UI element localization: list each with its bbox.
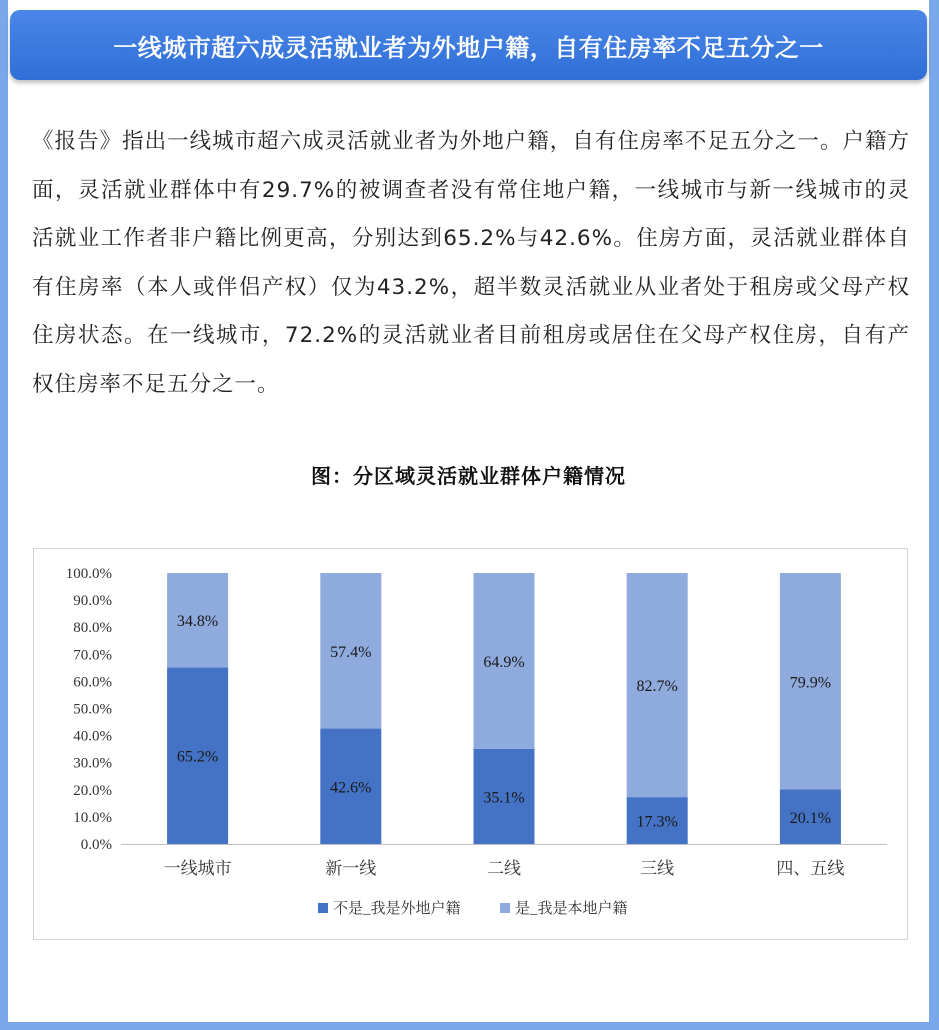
header-title: 一线城市超六成灵活就业者为外地户籍，自有住房率不足五分之一	[113, 33, 824, 62]
legend-label: 不是_我是外地户籍	[333, 901, 461, 917]
x-tick-label: 三线	[640, 859, 675, 878]
data-label: 20.1%	[789, 809, 832, 827]
header-banner	[10, 10, 927, 80]
data-label: 65.2%	[176, 748, 219, 766]
y-tick-label: 100.0%	[65, 566, 112, 582]
data-label: 34.8%	[176, 613, 219, 631]
legend-swatch	[318, 903, 328, 913]
figure-caption: 图：分区域灵活就业群体户籍情况	[311, 464, 626, 488]
legend-label: 是_我是本地户籍	[515, 901, 628, 917]
legend-swatch	[500, 903, 510, 913]
data-label: 42.6%	[330, 779, 372, 797]
y-tick-label: 40.0%	[73, 728, 112, 745]
data-label: 57.4%	[330, 643, 372, 661]
y-tick-label: 60.0%	[73, 674, 112, 691]
data-label: 17.3%	[636, 813, 678, 831]
page-card	[8, 0, 929, 1022]
y-tick-label: 30.0%	[73, 755, 112, 772]
x-tick-label: 四、五线	[776, 859, 845, 878]
y-tick-label: 0.0%	[80, 837, 112, 853]
x-tick-label: 二线	[487, 859, 521, 878]
x-tick-label: 新一线	[325, 859, 377, 878]
y-tick-label: 20.0%	[73, 782, 112, 799]
y-tick-label: 70.0%	[73, 647, 112, 664]
article-paragraph: 《报告》指出一线城市超六成灵活就业者为外地户籍，自有住房率不足五分之一。户籍方面，灵活就业群体中有29.7%的被调查者没有常住地户籍，一线城市与新一线城市的灵活就业工作者非户籍比例更高，分别达到65.2%与42.6%。住房方面，灵活就业群体自有住房率（本人或伴侣产权）仅为43.2%，超半数灵活就业从业者处于租房或父母产权住房状态。在一线城市，72.2%的灵活就业者目前租房或居住在父母产权住房，自有产权住房率不足五分之一。	[32, 129, 910, 397]
y-tick-label: 90.0%	[73, 593, 112, 610]
data-label: 35.1%	[483, 789, 525, 807]
data-label: 79.9%	[789, 674, 832, 692]
chart-container	[33, 548, 908, 940]
y-tick-label: 10.0%	[73, 809, 112, 826]
y-tick-label: 80.0%	[73, 620, 112, 637]
stacked-bar-chart	[34, 549, 907, 939]
data-label: 82.7%	[636, 678, 678, 696]
y-tick-label: 50.0%	[73, 701, 112, 718]
data-label: 64.9%	[483, 653, 525, 671]
x-tick-label: 一线城市	[163, 859, 232, 878]
